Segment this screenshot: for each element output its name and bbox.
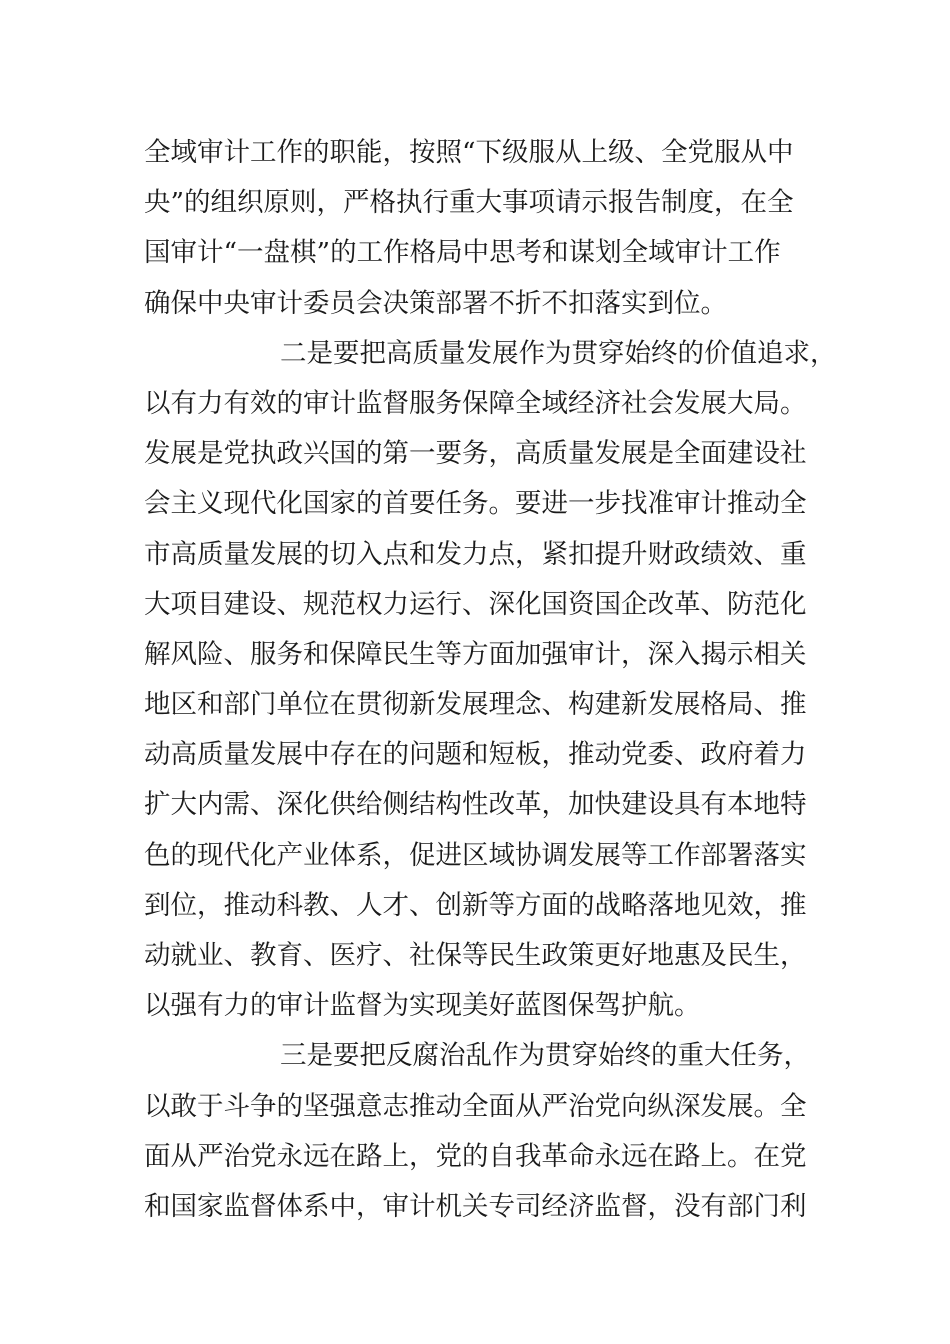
text-line: 确保中央审计委员会决策部署不折不扣落实到位。 [144, 287, 727, 319]
text-line: 解风险、服务和保障民生等方面加强审计，深入揭示相关 [144, 638, 807, 670]
text-line: 发展是党执政兴国的第一要务，高质量发展是全面建设社 [144, 438, 807, 470]
text-line: 色的现代化产业体系，促进区域协调发展等工作部署落实 [144, 839, 807, 871]
text-line: 到位，推动科教、人才、创新等方面的战略落地见效，推 [144, 889, 807, 921]
paragraph-heading-line: 三是要把反腐治乱作为贯穿始终的重大任务， [280, 1040, 810, 1072]
text-line: 国审计“一盘棋”的工作格局中思考和谋划全域审计工作 [144, 237, 781, 269]
paragraph-heading-line: 二是要把高质量发展作为贯穿始终的价值追求， [280, 337, 837, 369]
body-text [144, 128, 837, 1232]
text-line: 会主义现代化国家的首要任务。要进一步找准审计推动全 [144, 488, 807, 520]
text-line: 全域审计工作的职能，按照“下级服从上级、全党服从中 [144, 137, 794, 168]
text-line: 央”的组织原则，严格执行重大事项请示报告制度，在全 [144, 187, 794, 219]
text-line: 动就业、教育、医疗、社保等民生政策更好地惠及民生， [144, 940, 807, 971]
text-line: 以有力有效的审计监督服务保障全域经济社会发展大局。 [144, 387, 807, 419]
text-line: 面从严治党永远在路上，党的自我革命永远在路上。在党 [144, 1140, 807, 1172]
text-line: 地区和部门单位在贯彻新发展理念、构建新发展格局、推 [144, 689, 807, 721]
text-line: 以敢于斗争的坚强意志推动全面从严治党向纵深发展。全 [144, 1090, 807, 1122]
text-line: 以强有力的审计监督为实现美好蓝图保驾护航。 [144, 990, 701, 1022]
text-line: 大项目建设、规范权力运行、深化国资国企改革、防范化 [144, 588, 807, 620]
text-line: 和国家监督体系中，审计机关专司经济监督，没有部门利 [144, 1190, 807, 1222]
text-line: 扩大内需、深化供给侧结构性改革，加快建设具有本地特 [144, 789, 807, 821]
text-line: 动高质量发展中存在的问题和短板，推动党委、政府着力 [144, 739, 807, 771]
text-line: 市高质量发展的切入点和发力点，紧扣提升财政绩效、重 [144, 538, 807, 570]
